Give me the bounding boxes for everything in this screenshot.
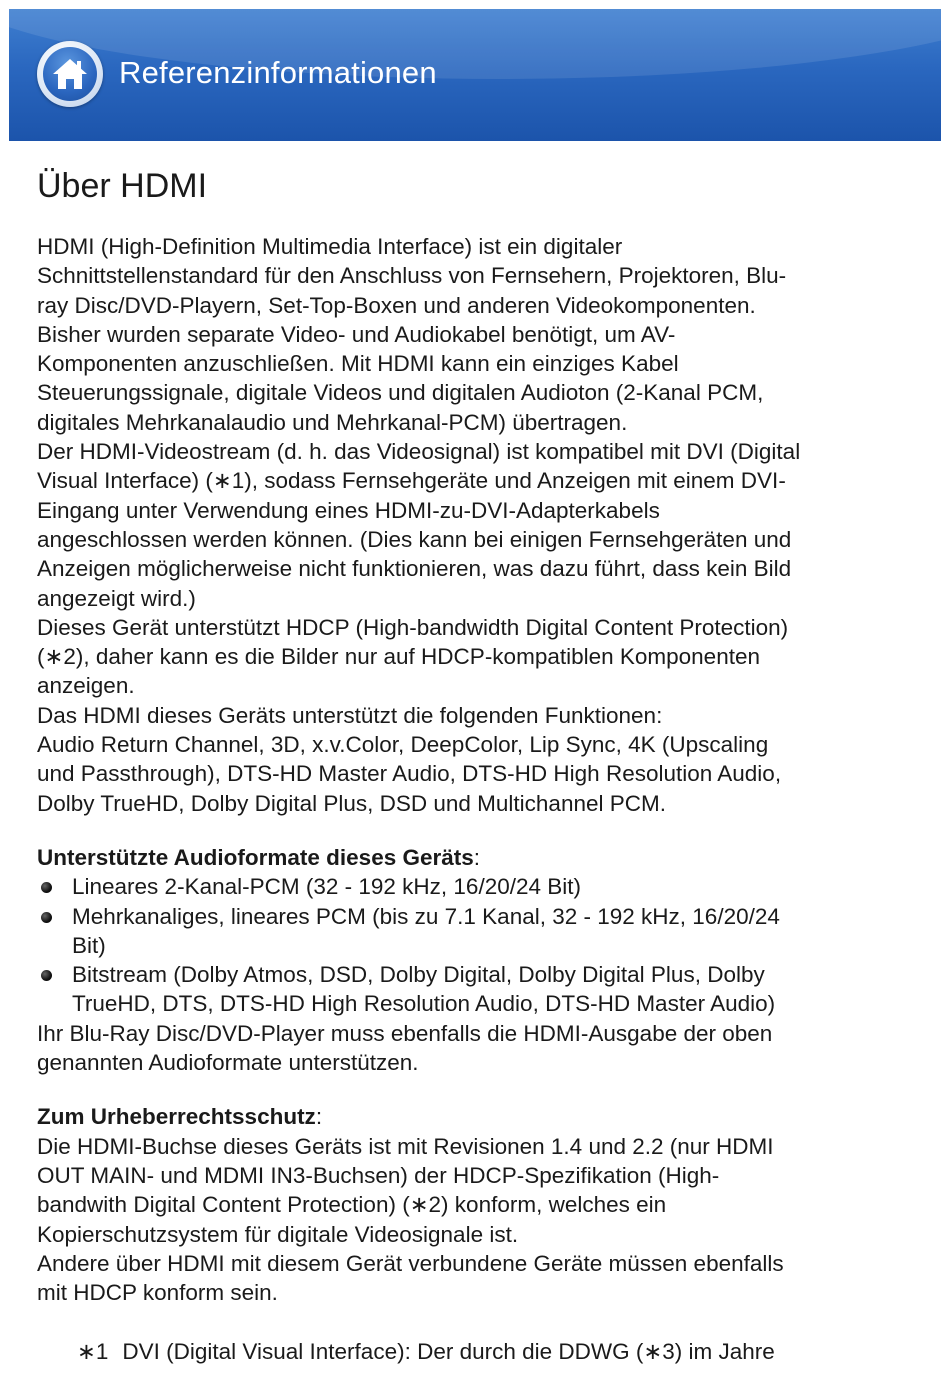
page-header <box>9 9 941 141</box>
text-line: Bitstream (Dolby Atmos, DSD, Dolby Digital, Dolby Digital Plus, Dolby <box>72 962 765 988</box>
text-line: OUT MAIN- und MDMI IN3-Buchsen) der HDCP-Spezifikation (High- <box>37 1162 720 1188</box>
text-line: Schnittstellenstandard für den Anschluss von Fernsehern, Projektoren, Blu- <box>37 263 787 289</box>
text-line: Mehrkanaliges, lineares PCM (bis zu 7.1 Kanal, 32 - 192 kHz, 16/20/24 <box>72 903 780 929</box>
text-line: mit HDCP konform sein. <box>37 1280 278 1306</box>
bullet-icon <box>41 970 52 981</box>
text-line: Lineares 2-Kanal-PCM (32 - 192 kHz, 16/20/24 Bit) <box>72 874 581 900</box>
text-line: angeschlossen werden können. (Dies kann bei einigen Fernsehgeräten und <box>37 526 792 552</box>
list-item <box>37 960 917 1019</box>
text-line: Anzeigen möglicherweise nicht funktionieren, was dazu führt, dass kein Bild <box>37 556 792 582</box>
list-item <box>37 902 917 961</box>
text-line: Dolby TrueHD, Dolby Digital Plus, DSD und Multichannel PCM. <box>37 790 666 816</box>
footnote-mark: ∗1 <box>77 1339 109 1365</box>
copyright-paragraph <box>37 1132 917 1308</box>
text-line: TrueHD, DTS, DTS-HD High Resolution Audio, DTS-HD Master Audio) <box>72 991 776 1017</box>
audio-formats-note <box>37 1019 917 1078</box>
text-line: anzeigen. <box>37 673 135 699</box>
text-line: Dieses Gerät unterstützt HDCP (High-bandwidth Digital Content Protection) <box>37 614 789 640</box>
header-title: Referenzinformationen <box>119 55 437 90</box>
main-content <box>37 160 917 1367</box>
copyright-heading <box>37 1102 917 1131</box>
heading-colon: : <box>315 1104 323 1130</box>
audio-formats-heading-text: Unterstützte Audioformate dieses Geräts <box>37 844 474 870</box>
text-line: Bit) <box>72 932 106 958</box>
text-line: Die HDMI-Buchse dieses Geräts ist mit Revisionen 1.4 und 2.2 (nur HDMI <box>37 1133 774 1159</box>
home-icon <box>48 52 92 96</box>
text-line: Steuerungssignale, digitale Videos und digitalen Audioton (2-Kanal PCM, <box>37 380 764 406</box>
intro-paragraph <box>37 232 917 818</box>
copyright-heading-text: Zum Urheberrechtsschutz <box>37 1104 316 1130</box>
text-line: angezeigt wird.) <box>37 585 196 611</box>
text-line: genannten Audioformate unterstützen. <box>37 1050 419 1076</box>
heading-colon: : <box>473 844 481 870</box>
text-line: (∗2), daher kann es die Bilder nur auf HDCP-kompatiblen Komponenten <box>37 644 760 670</box>
page-title: Über HDMI <box>37 167 208 205</box>
text-line: Bisher wurden separate Video- und Audiokabel benötigt, um AV- <box>37 321 676 347</box>
bullet-icon <box>41 912 52 923</box>
text-line: bandwith Digital Content Protection) (∗2) konform, welches ein <box>37 1192 667 1218</box>
footnote-text: DVI (Digital Visual Interface): Der durch die DDWG (∗3) im Jahre <box>122 1339 775 1365</box>
home-button[interactable] <box>37 41 103 107</box>
text-line: ray Disc/DVD-Playern, Set-Top-Boxen und anderen Videokomponenten. <box>37 292 756 318</box>
text-line: Komponenten anzuschließen. Mit HDMI kann ein einziges Kabel <box>37 351 679 377</box>
text-line: Der HDMI-Videostream (d. h. das Videosignal) ist kompatibel mit DVI (Digital <box>37 439 801 465</box>
audio-formats-heading <box>37 843 917 872</box>
text-line: Visual Interface) (∗1), sodass Fernsehgeräte und Anzeigen mit einem DVI- <box>37 468 786 494</box>
text-line: Eingang unter Verwendung eines HDMI-zu-DVI-Adapterkabels <box>37 497 660 523</box>
audio-formats-list <box>37 872 917 1018</box>
list-item <box>37 872 917 901</box>
bullet-icon <box>41 882 52 893</box>
text-line: Ihr Blu-Ray Disc/DVD-Player muss ebenfalls die HDMI-Ausgabe der oben <box>37 1020 773 1046</box>
text-line: Andere über HDMI mit diesem Gerät verbundene Geräte müssen ebenfalls <box>37 1250 784 1276</box>
text-line: digitales Mehrkanalaudio und Mehrkanal-PCM) übertragen. <box>37 409 628 435</box>
text-line: und Passthrough), DTS-HD Master Audio, DTS-HD High Resolution Audio, <box>37 761 782 787</box>
footnote <box>37 1337 917 1366</box>
text-line: Das HDMI dieses Geräts unterstützt die folgenden Funktionen: <box>37 702 663 728</box>
text-line: Audio Return Channel, 3D, x.v.Color, DeepColor, Lip Sync, 4K (Upscaling <box>37 732 769 758</box>
text-line: HDMI (High-Definition Multimedia Interface) ist ein digitaler <box>37 234 623 259</box>
text-line: Kopierschutzsystem für digitale Videosignale ist. <box>37 1221 519 1247</box>
